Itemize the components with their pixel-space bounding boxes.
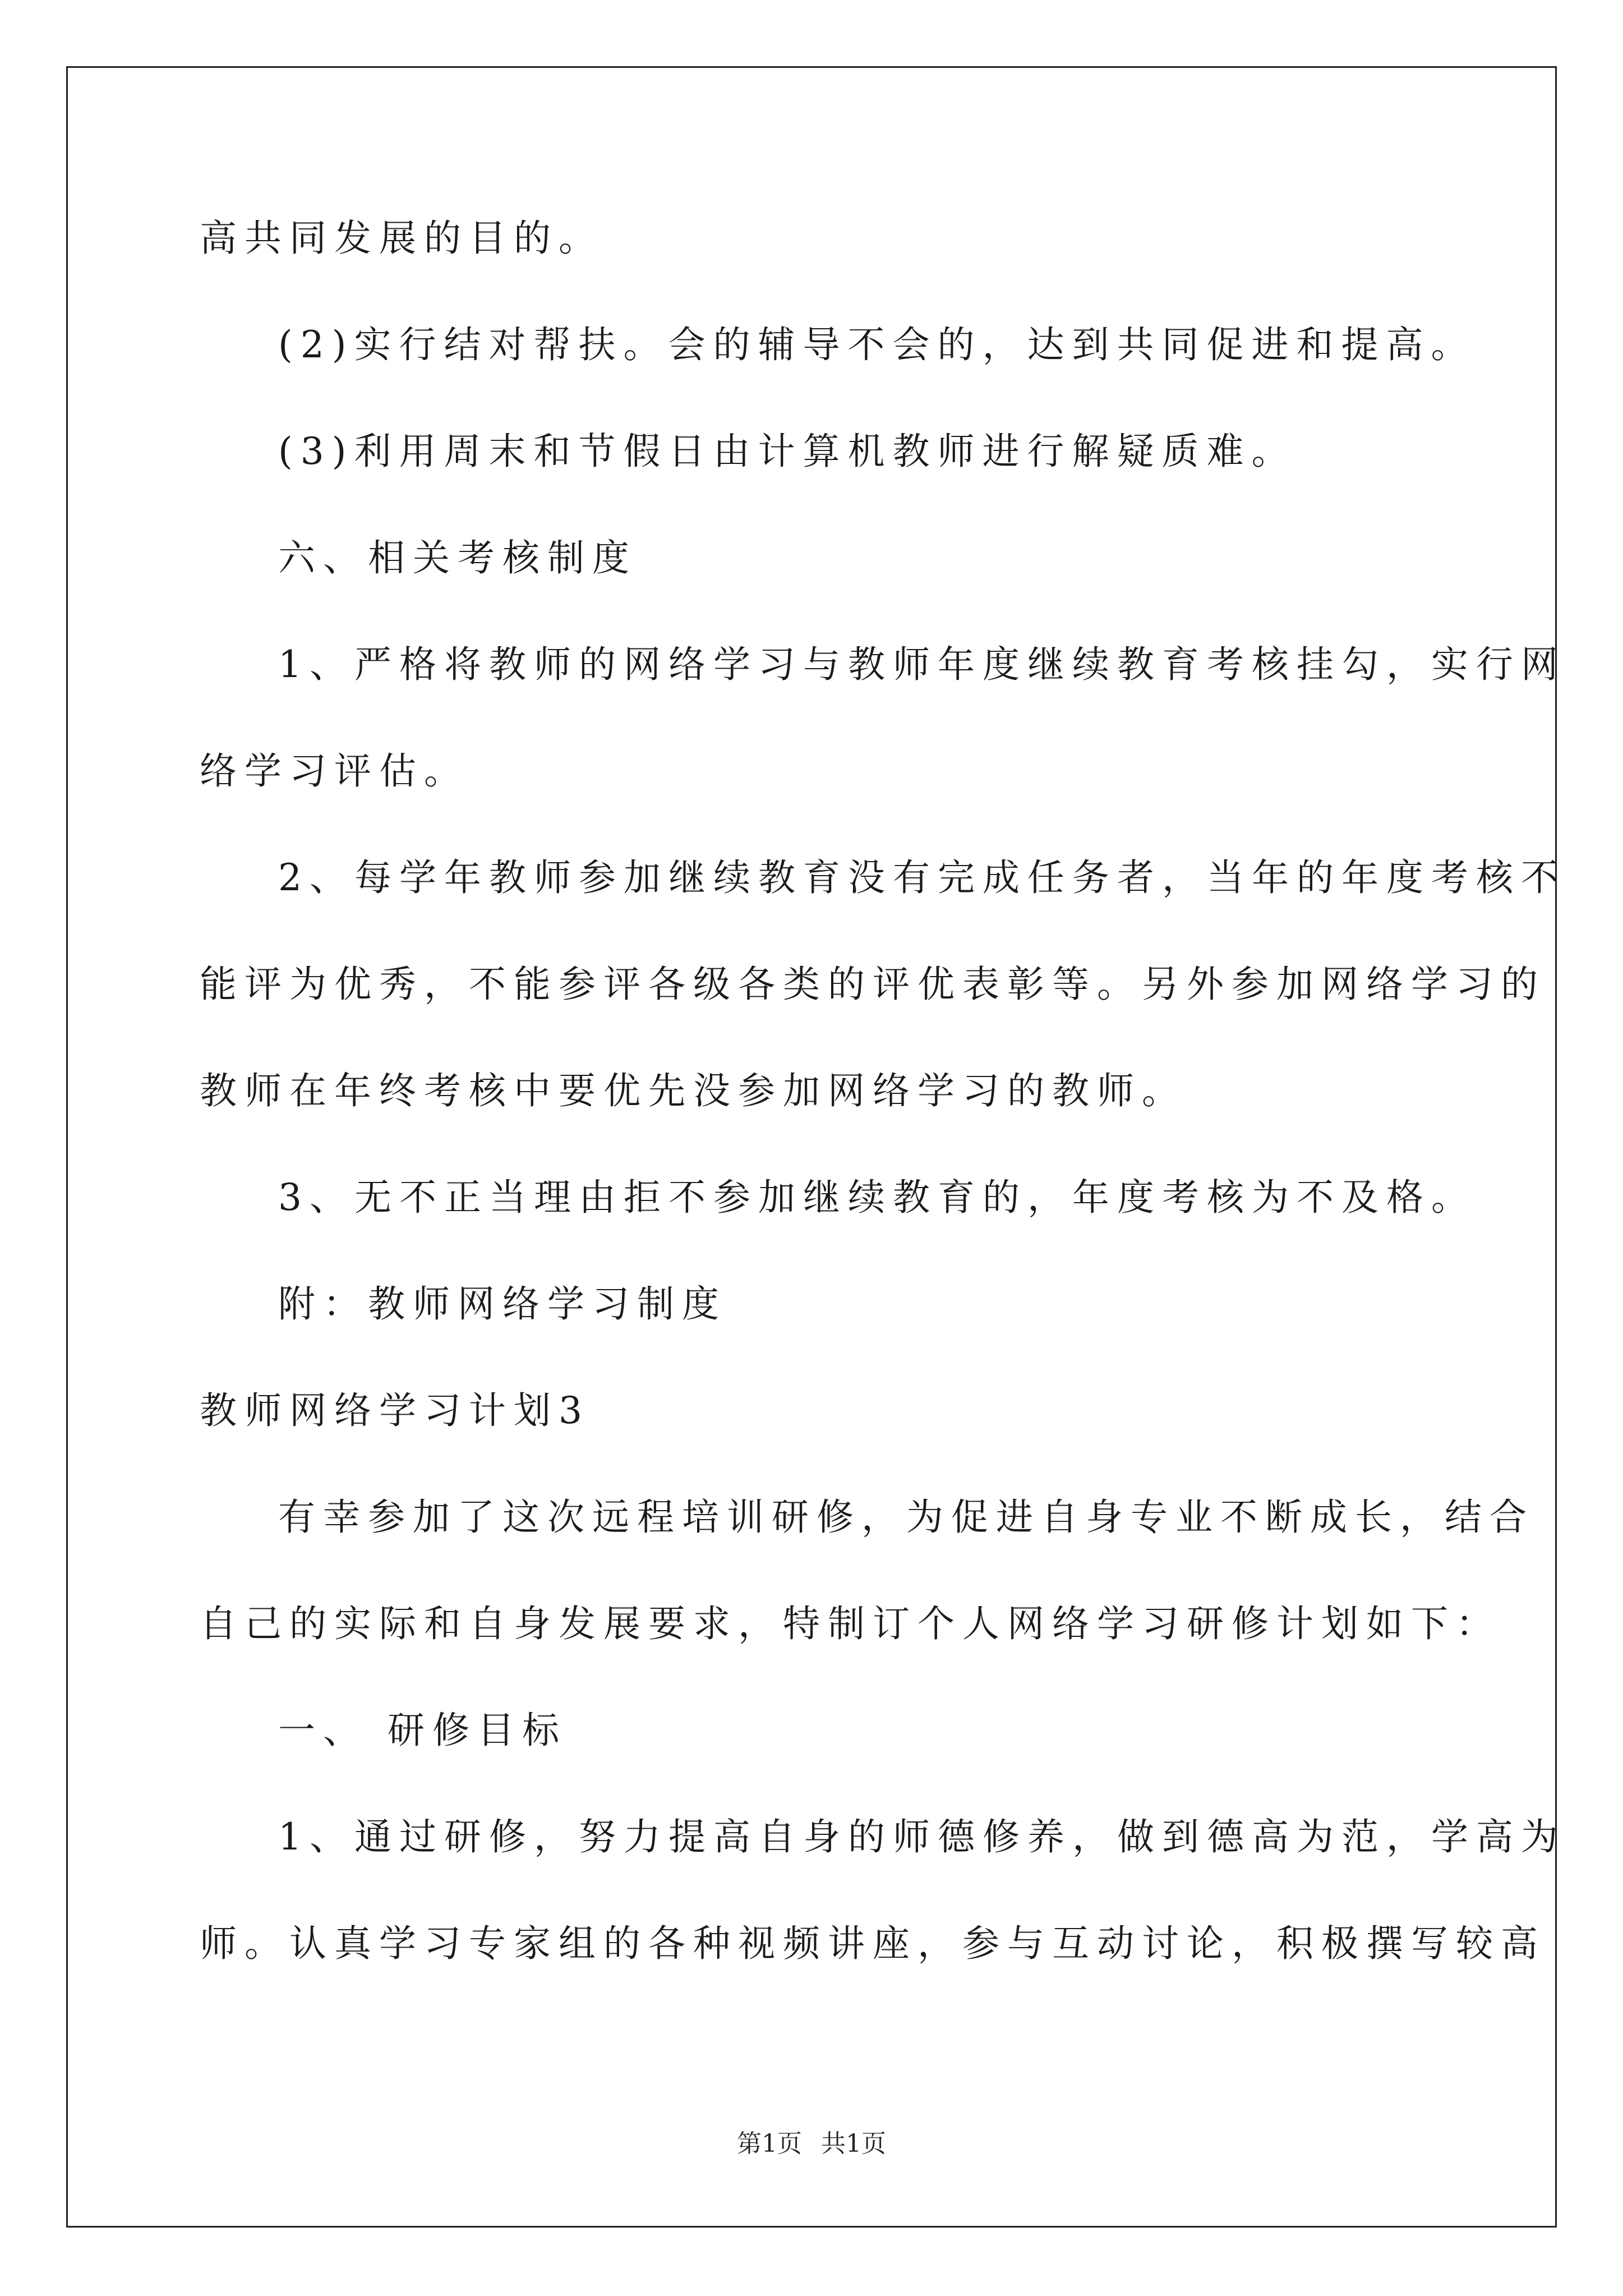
paragraph-line: 自己的实际和自身发展要求，特制订个人网络学习研修计划如下：: [200, 1602, 1501, 1645]
paragraph-line: 络学习评估。: [200, 749, 469, 793]
page-footer: [0, 2127, 1623, 2161]
paragraph-line: 1、通过研修，努力提高自身的师德修养，做到德高为范，学高为: [278, 1815, 1566, 1858]
paragraph-line: 2、每学年教师参加继续教育没有完成任务者，当年的年度考核不: [278, 856, 1566, 899]
page-total: 共1页: [821, 2129, 886, 2158]
paragraph-line: 高共同发展的目的。: [200, 217, 603, 260]
paragraph-line: (2)实行结对帮扶。会的辅导不会的，达到共同促进和提高。: [278, 323, 1476, 366]
page-border: [66, 66, 1557, 2228]
paragraph-line: 教师在年终考核中要优先没参加网络学习的教师。: [200, 1069, 1187, 1112]
paragraph-line: 有幸参加了这次远程培训研修，为促进自身专业不断成长，结合: [278, 1496, 1534, 1539]
paragraph-line: 附：教师网络学习制度: [278, 1282, 727, 1326]
section-heading: 一、 研修目标: [278, 1709, 567, 1752]
section-heading: 六、相关考核制度: [278, 536, 637, 579]
paragraph-line: 师。认真学习专家组的各种视频讲座，参与互动讨论，积极撰写较高: [200, 1922, 1546, 1965]
document-title: 教师网络学习计划3: [200, 1389, 590, 1432]
page-number: 第1页: [737, 2129, 802, 2158]
paragraph-line: 1、严格将教师的网络学习与教师年度继续教育考核挂勾，实行网: [278, 643, 1566, 686]
paragraph-line: (3)利用周末和节假日由计算机教师进行解疑质难。: [278, 430, 1297, 473]
paragraph-line: 3、无不正当理由拒不参加继续教育的，年度考核为不及格。: [278, 1176, 1476, 1219]
paragraph-line: 能评为优秀，不能参评各级各类的评优表彰等。另外参加网络学习的: [200, 963, 1546, 1006]
